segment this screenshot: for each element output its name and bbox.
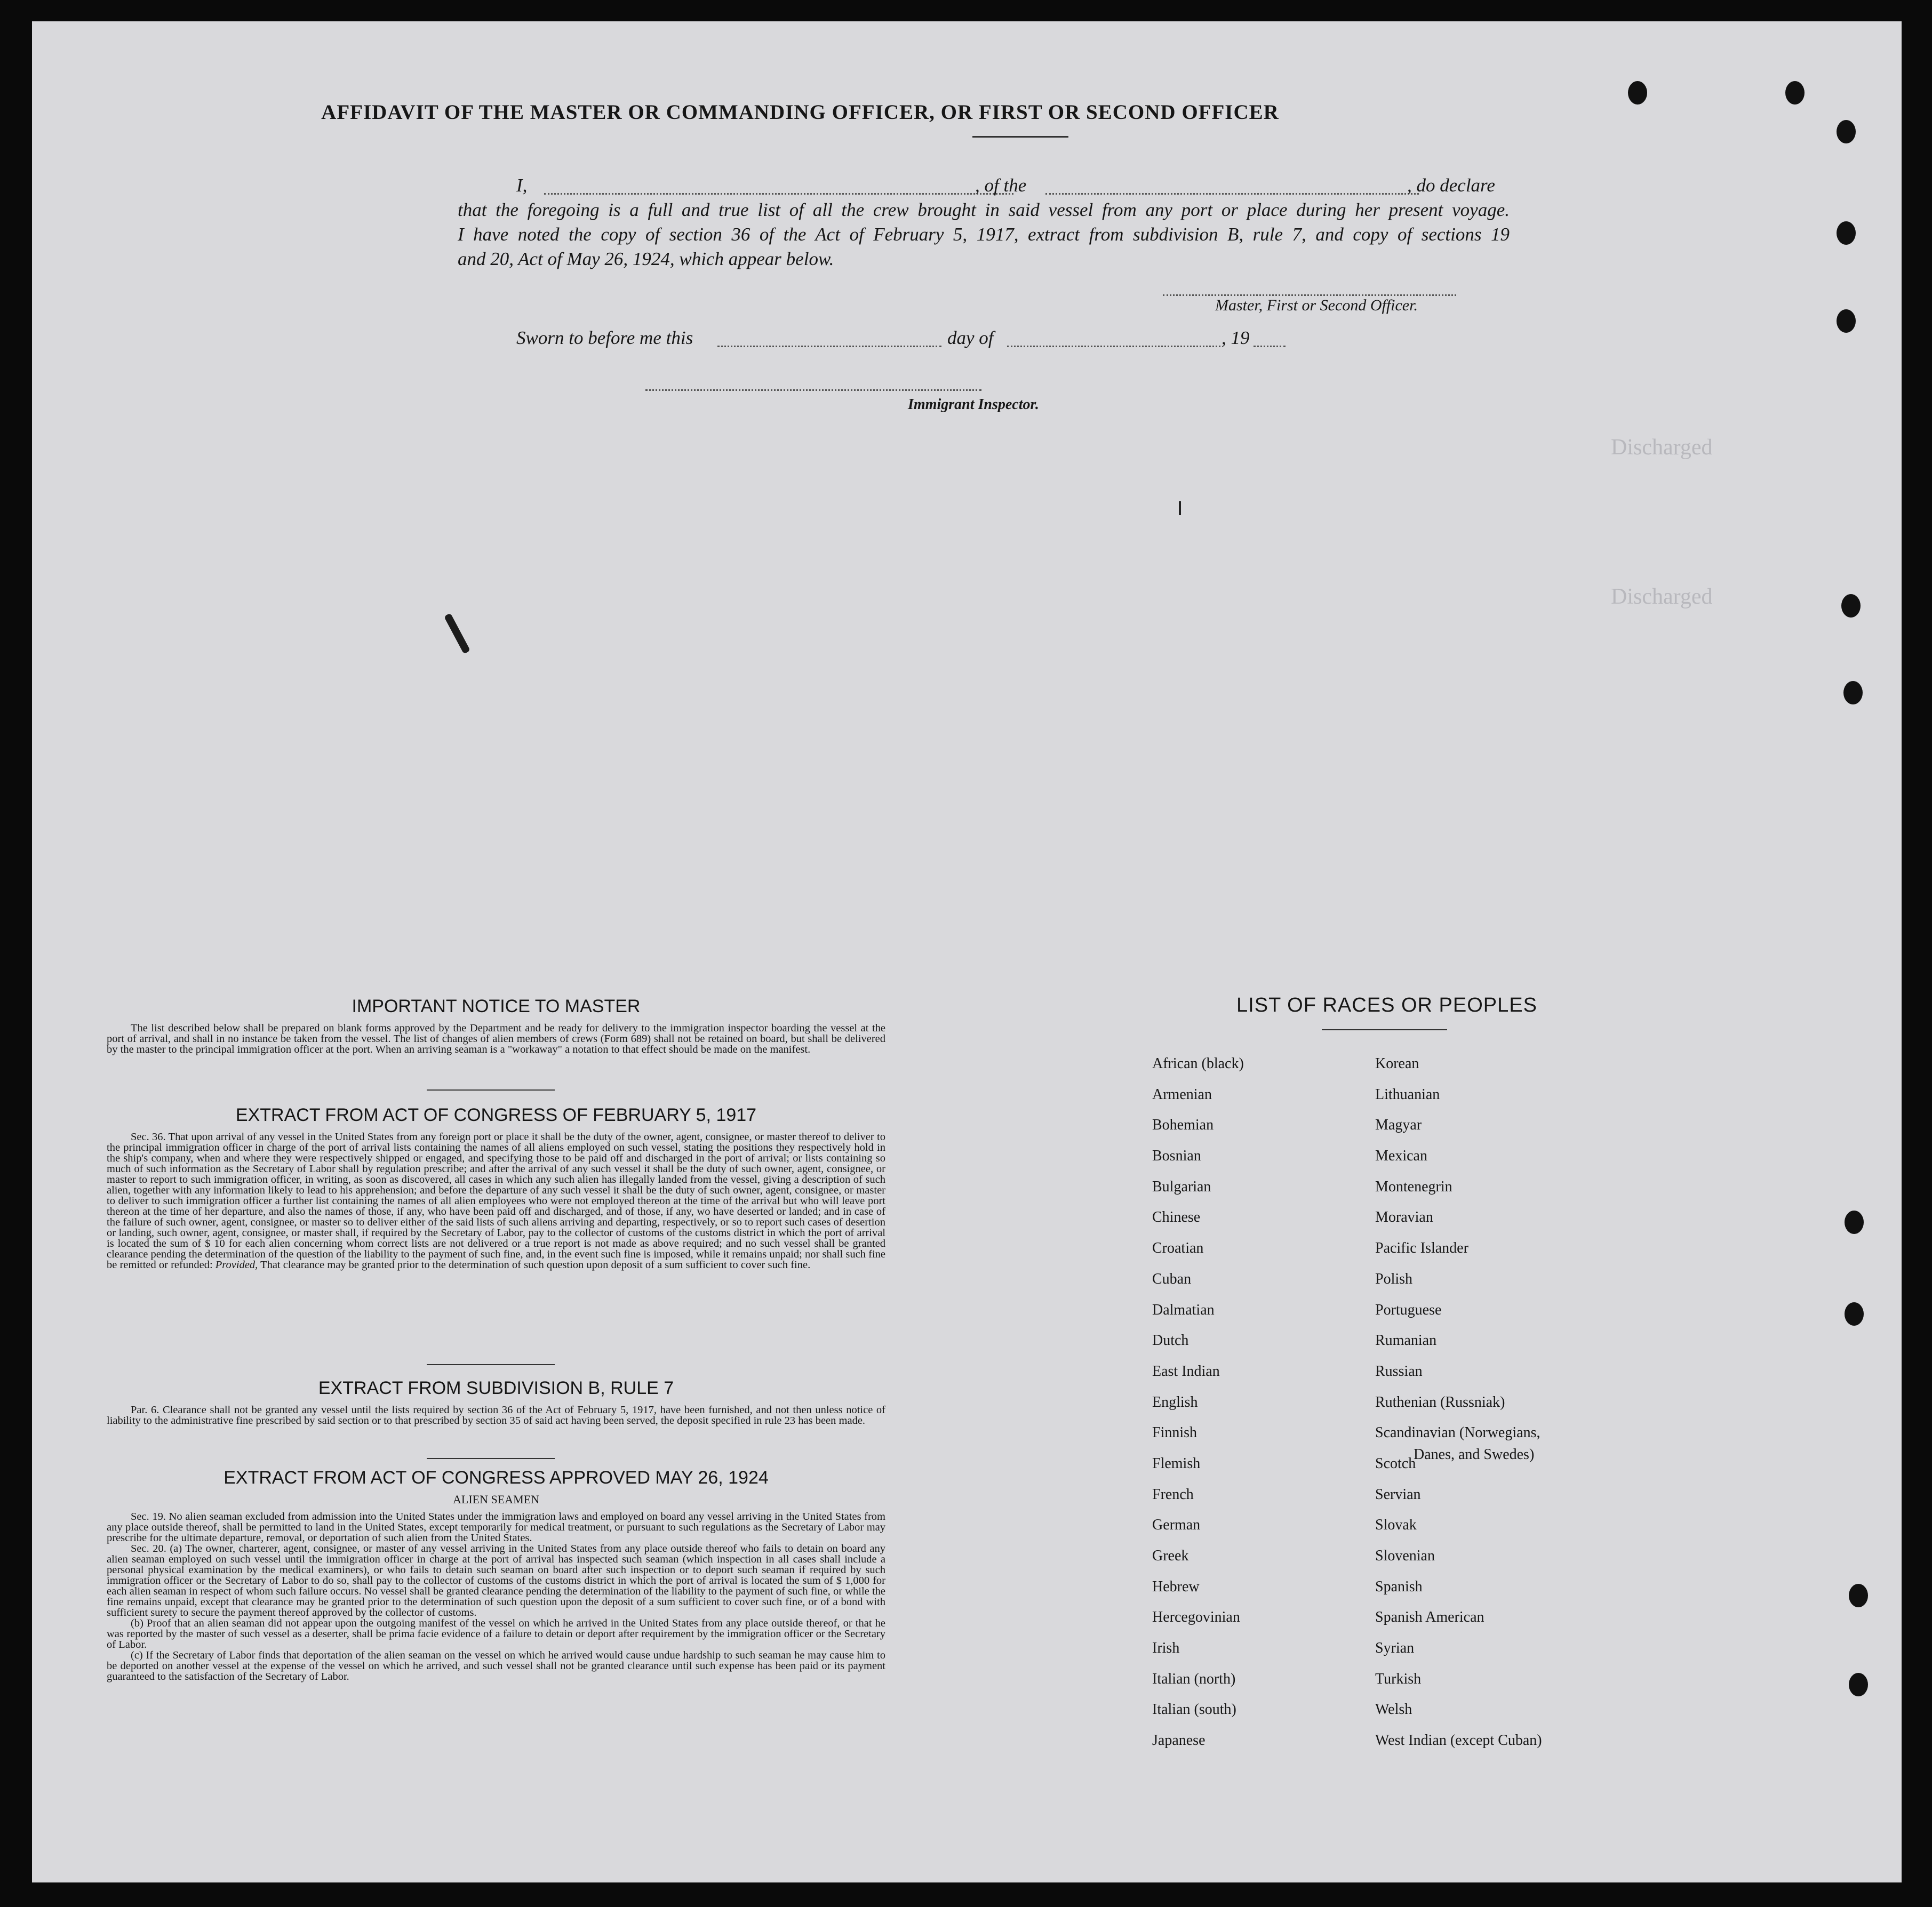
- race-item: Hebrew: [1152, 1578, 1200, 1595]
- race-item: African (black): [1152, 1055, 1244, 1072]
- race-item: Pacific Islander: [1375, 1240, 1468, 1257]
- affidavit-i: I,: [516, 175, 528, 196]
- race-item: East Indian: [1152, 1363, 1220, 1380]
- races-column-2: [1375, 1048, 1542, 1756]
- subdiv-b-body: Par. 6. Clearance shall not be granted any vessel until the lists required by section 36 of the Act of February 5, 1917, have been furnished, and not then unless notice of liability to the administrative fine prescribed by said section or to that prescribed by section 35 of said act having been served, the deposit specified in rule 23 has been made.: [107, 1404, 885, 1427]
- sworn-day-blank: [717, 346, 941, 347]
- race-item: Japanese: [1152, 1732, 1205, 1749]
- race-item: Chinese: [1152, 1209, 1201, 1226]
- divider: [427, 1364, 555, 1365]
- race-item: Finnish: [1152, 1424, 1197, 1441]
- extract-1917-body: Sec. 36. That upon arrival of any vessel in the United States from any foreign port or place it shall be the duty of the owner, agent, consignee, or master thereof to deliver to the principal immigration officer in charge of the port of arrival lists containing the names of all aliens employed on such vessel, stating the positions they respectively hold in the ship's company, when and where they were respectively shipped or engaged, and specifying those to be paid off and discharged in the port of arrival; or lists containing so much of such information as the Secretary of Labor shall by regulation prescribe; and after the arrival of any such vessel it shall be the duty of such owner, agent, consignee, or master to report to such immigration officer, in writing, as soon as discovered, all cases in which any such alien has illegally landed from the vessel, giving a description of such alien, together with any information likely to lead to his apprehension; and before the departure of any such vessel it shall be the duty of such owner, agent, consignee, or master to deliver to such immigration officer a further list containing the names of all alien employees who were not employed thereon at the time of the arrival but who will leave port thereon at the time of her departure, and also the names of those, if any, who have been paid off and discharged, and of those, if any, wo have deserted or landed; and in case of the failure of such owner, agent, consignee, or master so to deliver either of the said lists of such aliens arriving and departing, respectively, or so to report such cases of desertion or landing, such owner, agent, consignee, or master shall, if required by the Secretary of Labor, pay to the collector of customs of the customs district in which the port of arrival is located the sum of $ 10 for each alien concerning whom correct lists are not delivered or a true report is not made as above required; and no such vessel shall be granted clearance pending the determination of the question of the liability to the payment of such fine, and, in the event such fine is imposed, while it remains unpaid; nor shall such fine be remitted or refunded: Provided, That clearance may be granted prior to the determination of such question upon deposit of a sum sufficient to cover such fine.: [107, 1131, 885, 1271]
- vessel-blank: [1045, 193, 1419, 195]
- affidavit-line4: and 20, Act of May 26, 1924, which appear below.: [458, 249, 834, 269]
- extract-1924-subtitle: ALIEN SEAMEN: [453, 1493, 539, 1506]
- race-scandinavian-continued: Danes, and Swedes): [1414, 1446, 1535, 1463]
- punch-hole: [1843, 681, 1863, 704]
- race-item: Croatian: [1152, 1240, 1204, 1257]
- race-item: Dutch: [1152, 1332, 1189, 1349]
- punch-hole: [1849, 1673, 1868, 1696]
- ink-mark: [1179, 501, 1181, 515]
- affidavit-declare: , do declare: [1407, 175, 1495, 196]
- affidavit-of-the: , of the: [975, 175, 1027, 196]
- race-item: Lithuanian: [1375, 1086, 1440, 1103]
- race-item: Bosnian: [1152, 1148, 1201, 1165]
- race-item: Ruthenian (Russniak): [1375, 1393, 1505, 1411]
- race-item: Syrian: [1375, 1640, 1415, 1657]
- notice-title: IMPORTANT NOTICE TO MASTER: [352, 996, 641, 1016]
- sworn-year-blank: [1254, 346, 1286, 347]
- race-item: Portuguese: [1375, 1301, 1442, 1318]
- races-title: LIST OF RACES OR PEOPLES: [1236, 994, 1537, 1016]
- sec-20a: Sec. 20. (a) The owner, charterer, agent, consignee, or master of any vessel arriving in the United States from any place outside thereof who fails to detain on board any alien seaman employed on such vessel until the immigration officer in charge at the port of arrival has inspected such seaman (which inspection in all cases shall include a personal physical examination by the medical examiners), or who fails to detain such seaman on board after such inspection or to deport such seaman if required by such immigration officer or the Secretary of Labor to do so, shall pay to the collector of customs of the customs district in which the port of arrival is located the sum of $ 1,000 for each alien seaman in respect of whom such failure occurs. No vessel shall be granted clearance pending the determination of the liability to the payment of such fine, or while the fine remains unpaid, except that clearance may be granted prior to the determination of such question upon the deposit of a sum sufficient to cover such fine, or of a bond with sufficient surety to secure the payment thereof approved by the collector of customs.: [107, 1543, 885, 1618]
- race-item: German: [1152, 1517, 1201, 1534]
- race-item: Servian: [1375, 1486, 1421, 1503]
- name-blank: [544, 193, 1013, 195]
- race-item: Welsh: [1375, 1701, 1412, 1718]
- sec-20b: (b) Proof that an alien seaman did not appear upon the outgoing manifest of the vessel on which he arrived in the United States from any place outside thereof, or that he was reported by the master of such vessel as a deserter, shall be prima facie evidence of a failure to detain or deport after requirement by the immigration officer or the Secretary of Labor.: [107, 1617, 885, 1650]
- race-item: Spanish: [1375, 1578, 1423, 1595]
- race-item: Italian (south): [1152, 1701, 1236, 1718]
- sec-20c: (c) If the Secretary of Labor finds that deportation of the alien seaman on the vessel on which he arrived would cause undue hardship to such seaman he may cause him to be deported on another vessel at the expense of the vessel on which he arrived, and such vessel shall not be granted clearance until such expense has been paid or its payment guaranteed to the satisfaction of the Secretary of Labor.: [107, 1649, 885, 1682]
- race-item: West Indian (except Cuban): [1375, 1732, 1542, 1749]
- sworn-month-blank: [1007, 346, 1220, 347]
- punch-hole: [1849, 1584, 1868, 1607]
- race-item: Bohemian: [1152, 1117, 1214, 1134]
- extract-1924-body: [107, 1511, 885, 1682]
- race-item: Rumanian: [1375, 1332, 1437, 1349]
- master-signature-caption: Master, First or Second Officer.: [1215, 297, 1418, 314]
- extract-1924-title: EXTRACT FROM ACT OF CONGRESS APPROVED MAY 26, 1924: [223, 1468, 769, 1488]
- sworn-day-of: day of: [947, 327, 994, 348]
- race-item: Magyar: [1375, 1117, 1422, 1134]
- affidavit-line3: I have noted the copy of section 36 of the Act of February 5, 1917, extract from subdivision B, rule 7, and copy of sections 19: [458, 224, 1510, 245]
- divider: [427, 1458, 555, 1459]
- race-item: English: [1152, 1393, 1198, 1411]
- race-item: Italian (north): [1152, 1670, 1236, 1687]
- race-item: Cuban: [1152, 1270, 1192, 1287]
- races-column-1: [1152, 1048, 1244, 1756]
- inspector-signature-line: [645, 389, 981, 391]
- race-item: Mexican: [1375, 1148, 1427, 1165]
- punch-hole: [1841, 594, 1861, 618]
- inspector-signature-caption: Immigrant Inspector.: [908, 396, 1039, 413]
- race-item: Hercegovinian: [1152, 1609, 1240, 1626]
- punch-hole: [1845, 1211, 1864, 1234]
- race-item: Polish: [1375, 1270, 1413, 1287]
- race-item: Slovak: [1375, 1517, 1417, 1534]
- race-item: Scandinavian (Norwegians,: [1375, 1424, 1540, 1441]
- race-item: French: [1152, 1486, 1194, 1503]
- race-item: Turkish: [1375, 1670, 1422, 1687]
- race-item: Korean: [1375, 1055, 1419, 1072]
- race-item: Irish: [1152, 1640, 1180, 1657]
- race-item: Bulgarian: [1152, 1178, 1211, 1195]
- race-item: Dalmatian: [1152, 1301, 1215, 1318]
- sworn-year: , 19: [1222, 327, 1250, 348]
- notice-body: The list described below shall be prepared on blank forms approved by the Department and be ready for delivery to the immigration inspector boarding the vessel at the port of arrival, and shall in no instance be taken from the vessel. The list of changes of alien members of crews (Form 689) shall not be retained on board, but shall be delivered by the master to the principal immigration officer at the port. When an arriving seaman is a "workaway" a notation to that effect should be made on the manifest.: [107, 1022, 885, 1055]
- punch-hole: [1628, 81, 1647, 105]
- race-item: Slovenian: [1375, 1548, 1435, 1564]
- affidavit-title: AFFIDAVIT OF THE MASTER OR COMMANDING OFFICER, OR FIRST OR SECOND OFFICER: [321, 101, 1279, 124]
- divider: [427, 1089, 555, 1091]
- sworn-text: Sworn to before me this: [516, 327, 693, 348]
- subdiv-b-title: EXTRACT FROM SUBDIVISION B, RULE 7: [318, 1378, 674, 1398]
- punch-hole: [1785, 81, 1805, 105]
- document-page: [32, 21, 1902, 1882]
- affidavit-line2: that the foregoing is a full and true list of all the crew brought in said vessel from any port or place during her present voyage.: [458, 199, 1510, 220]
- race-item: Montenegrin: [1375, 1178, 1452, 1195]
- race-item: Russian: [1375, 1363, 1423, 1380]
- race-item: Spanish American: [1375, 1609, 1484, 1626]
- title-rule: [972, 136, 1068, 138]
- bleed-through-stamp: Discharged: [1611, 435, 1713, 460]
- extract-1917-title: EXTRACT FROM ACT OF CONGRESS OF FEBRUARY 5, 1917: [235, 1105, 757, 1125]
- sec-19: Sec. 19. No alien seaman excluded from admission into the United States under the immigration laws and employed on board any vessel arriving in the United States from any place outside thereof, shall be permitted to land in the United States, except temporarily for medical treatment, or pursuant to such regulations as the Secretary of Labor may prescribe for the ultimate departure, removal, or deportation of such alien from the United States.: [107, 1511, 885, 1544]
- punch-hole: [1837, 309, 1856, 333]
- ink-mark: [444, 613, 470, 654]
- punch-hole: [1837, 120, 1856, 143]
- punch-hole: [1845, 1302, 1864, 1326]
- race-item: Armenian: [1152, 1086, 1212, 1103]
- race-item: Greek: [1152, 1548, 1189, 1564]
- race-item: Scotch: [1375, 1455, 1416, 1472]
- race-item: Flemish: [1152, 1455, 1201, 1472]
- race-item: Moravian: [1375, 1209, 1433, 1226]
- bleed-through-stamp: Discharged: [1611, 584, 1713, 609]
- punch-hole: [1837, 221, 1856, 245]
- divider: [1322, 1029, 1447, 1030]
- master-signature-line: [1163, 294, 1456, 296]
